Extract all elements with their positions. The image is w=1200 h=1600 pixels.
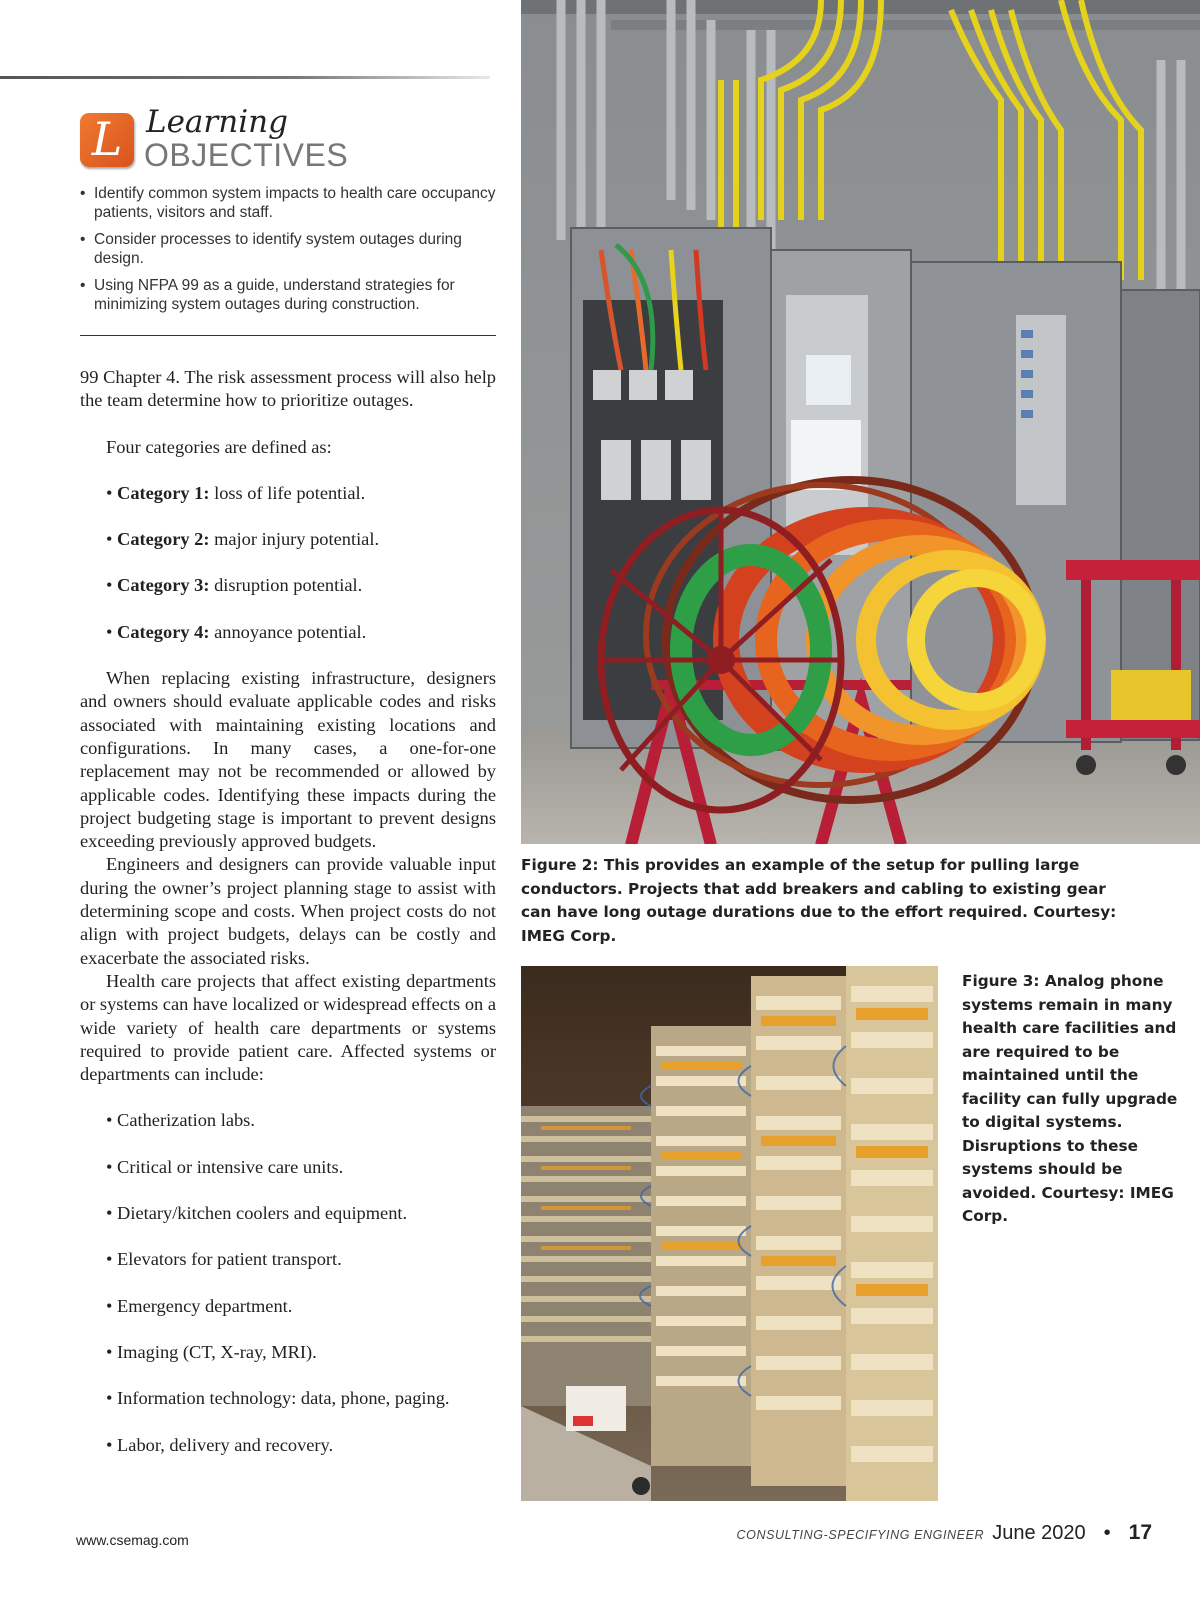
issue-date: June 2020	[992, 1522, 1086, 1544]
figure-2-photo	[521, 0, 1200, 844]
system-item: • Critical or intensive care units.	[106, 1156, 344, 1177]
paragraph: Health care projects that affect existing departments or systems can have localized or widespread effects on a wide variety of health care departments or systems required to provide patient care. Affected systems or departments can include:	[80, 970, 496, 1085]
system-item: • Imaging (CT, X-ray, MRI).	[106, 1341, 317, 1362]
figure-2-caption: Figure 2: This provides an example of the setup for pulling large conductors. Projects that add breakers and cabling to existing gear can have long outage durations due to the effort required. Courtesy: IMEG Corp.	[521, 856, 1117, 945]
system-text: Critical or intensive care units.	[117, 1156, 344, 1177]
system-text: Catherization labs.	[117, 1110, 255, 1131]
category-item: • Category 3: disruption potential.	[106, 575, 363, 596]
system-text: Labor, delivery and recovery.	[117, 1434, 334, 1455]
objectives-title: OBJECTIVES	[144, 137, 349, 173]
footer-website: www.csemag.com	[76, 1532, 189, 1548]
system-item: • Emergency department.	[106, 1295, 293, 1316]
category-item: • Category 4: annoyance potential.	[106, 621, 367, 642]
category-label: Category 2:	[117, 529, 210, 550]
paragraph: Engineers and designers can provide valuable input during the owner’s project planning stage to assist with determining scope and costs. When project costs do not align with project budgets, delays can be costly and exacerbate the associated risks.	[80, 854, 496, 968]
learning-title: Learning	[146, 104, 288, 140]
system-item: • Elevators for patient transport.	[106, 1249, 342, 1270]
magazine-name: CONSULTING-SPECIFYING ENGINEER	[736, 1528, 985, 1542]
learning-objectives-list	[80, 184, 496, 322]
category-text: major injury potential.	[209, 529, 380, 550]
category-label: Category 4:	[117, 621, 210, 642]
category-text: disruption potential.	[209, 575, 363, 596]
phone-system-illustration	[521, 966, 938, 1501]
objective-item: • Consider processes to identify system outages during design.	[80, 230, 496, 268]
system-item: • Dietary/kitchen coolers and equipment.	[106, 1203, 408, 1224]
category-item: • Category 1: loss of life potential.	[106, 482, 366, 503]
category-item: • Category 2: major injury potential.	[106, 529, 380, 550]
paragraph: Four categories are defined as:	[106, 436, 332, 457]
system-item: • Information technology: data, phone, paging.	[106, 1388, 450, 1409]
system-text: Imaging (CT, X-ray, MRI).	[117, 1341, 317, 1362]
objective-item: • Using NFPA 99 as a guide, understand strategies for minimizing system outages during construction.	[80, 276, 496, 314]
learning-objectives-logo	[80, 113, 134, 167]
figure-3-caption: Figure 3: Analog phone systems remain in many health care facilities and are required to be maintained until the facility can fully upgrade to digital systems. Disruptions to these systems should be avoided. Courtesy: IMEG Corp.	[962, 972, 1178, 1225]
category-label: Category 1:	[117, 482, 210, 503]
system-text: Information technology: data, phone, paging.	[117, 1388, 450, 1409]
system-text: Dietary/kitchen coolers and equipment.	[117, 1203, 408, 1224]
page-number: 17	[1128, 1521, 1152, 1544]
logo-letter: L	[91, 112, 123, 166]
category-text: loss of life potential.	[209, 482, 366, 503]
figure-3-photo	[521, 966, 938, 1501]
header-rule	[0, 76, 490, 79]
category-text: annoyance potential.	[209, 621, 367, 642]
folio-separator: •	[1103, 1522, 1111, 1544]
footer-folio	[737, 1521, 1152, 1545]
electrical-gear-illustration	[521, 0, 1200, 844]
paragraph: When replacing existing infrastructure, designers and owners should evaluate applicable codes and risks associated with maintaining existing locations and configurations. In many cases, a one-for-one replacement may not be recommended or allowed by applicable codes. Identifying these impacts during the project budgeting stage is important to prevent designs exceeding previously approved budgets.	[80, 668, 496, 852]
paragraph: 99 Chapter 4. The risk assessment process will also help the team determine how to prioritize outages.	[80, 367, 496, 411]
article-body	[80, 366, 496, 1457]
objectives-divider	[80, 335, 496, 336]
objective-item: • Identify common system impacts to health care occupancy patients, visitors and staff.	[80, 184, 496, 222]
system-item: • Labor, delivery and recovery.	[106, 1434, 334, 1455]
category-label: Category 3:	[117, 575, 210, 596]
system-text: Elevators for patient transport.	[117, 1249, 342, 1270]
system-text: Emergency department.	[117, 1295, 293, 1316]
system-item: • Catherization labs.	[106, 1110, 255, 1131]
